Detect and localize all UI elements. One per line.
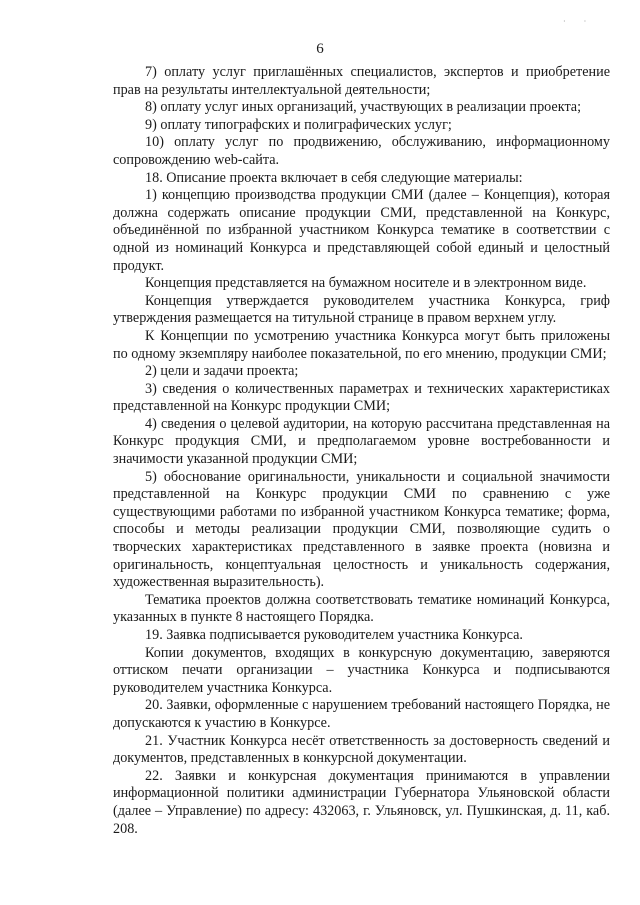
paragraph: 22. Заявки и конкурсная документация принимаются в управлении информационной политики администрации Губернатора Ульяновской области (далее – Управление) по адресу: 432063, г. Ульяновск, ул. Пушкинская, д. 11, каб. 208.: [113, 767, 610, 837]
paragraph: 2) цели и задачи проекта;: [145, 363, 299, 380]
paragraph: Копии документов, входящих в конкурсную документацию, заверяются оттиском печати организации – участника Конкурса и подписываются руководителем участника Конкурса.: [113, 644, 610, 696]
paragraph: 1) концепцию производства продукции СМИ (далее – Концепция), которая должна содержать описание продукции СМИ, представленной на Конкурс, объединённой по избранной участником Конкурса тематике в соответствии с одной из номинаций Конкурса и представляющей собой единый и целостный продукт.: [113, 187, 610, 274]
paragraph: Концепция утверждается руководителем участника Конкурса, гриф утверждения размещается на титульной странице в правом верхнем углу.: [113, 292, 610, 327]
paragraph: 3) сведения о количественных параметрах и технических характеристиках представленной на Конкурс продукции СМИ;: [113, 380, 610, 415]
paragraph: Концепция представляется на бумажном носителе и в электронном виде.: [145, 275, 587, 292]
paragraph: 9) оплату типографских и полиграфических услуг;: [145, 116, 452, 133]
paragraph: 10) оплату услуг по продвижению, обслуживанию, информационному сопровождению web-сайта.: [113, 134, 610, 168]
page-number: 6: [316, 41, 324, 57]
paragraph: 5) обоснование оригинальности, уникальности и социальной значимости представленной на Конкурс продукции СМИ по сравнению с уже существующими работами по избранной участником Конкурса тематике; форма, способы и методы реализации продукции СМИ, позволяющие судить о творческих характеристиках представленного в заявке проекта (новизна и оригинальность, концептуальная целостность и уникальность содержания, художественная выразительность).: [113, 468, 610, 591]
paragraph: 20. Заявки, оформленные с нарушением требований настоящего Порядка, не допускаются к участию в Конкурсе.: [113, 697, 610, 731]
paragraph: 21. Участник Конкурса несёт ответственность за достоверность сведений и документов, представленных в конкурсной документации.: [113, 732, 610, 767]
paragraph: 4) сведения о целевой аудитории, на которую рассчитана представленная на Конкурс продукция СМИ, и предполагаемом уровне востребованности и значимости указанной продукции СМИ;: [113, 415, 610, 468]
paragraph: 19. Заявка подписывается руководителем участника Конкурса.: [145, 627, 523, 643]
paragraph: 18. Описание проекта включает в себя следующие материалы:: [145, 169, 523, 186]
document-body: [113, 64, 610, 838]
paragraph: Тематика проектов должна соответствовать тематике номинаций Конкурса, указанных в пункте 8 настоящего Порядка.: [113, 591, 610, 626]
scan-mark: · ·: [563, 17, 587, 26]
paragraph: К Концепции по усмотрению участника Конкурса могут быть приложены по одному экземпляру наиболее показательной, по его мнению, продукции СМИ;: [113, 327, 610, 362]
paragraph: 8) оплату услуг иных организаций, участвующих в реализации проекта;: [145, 99, 582, 116]
paragraph: 7) оплату услуг приглашённых специалистов, экспертов и приобретение прав на результаты интеллектуальной деятельности;: [113, 64, 610, 98]
